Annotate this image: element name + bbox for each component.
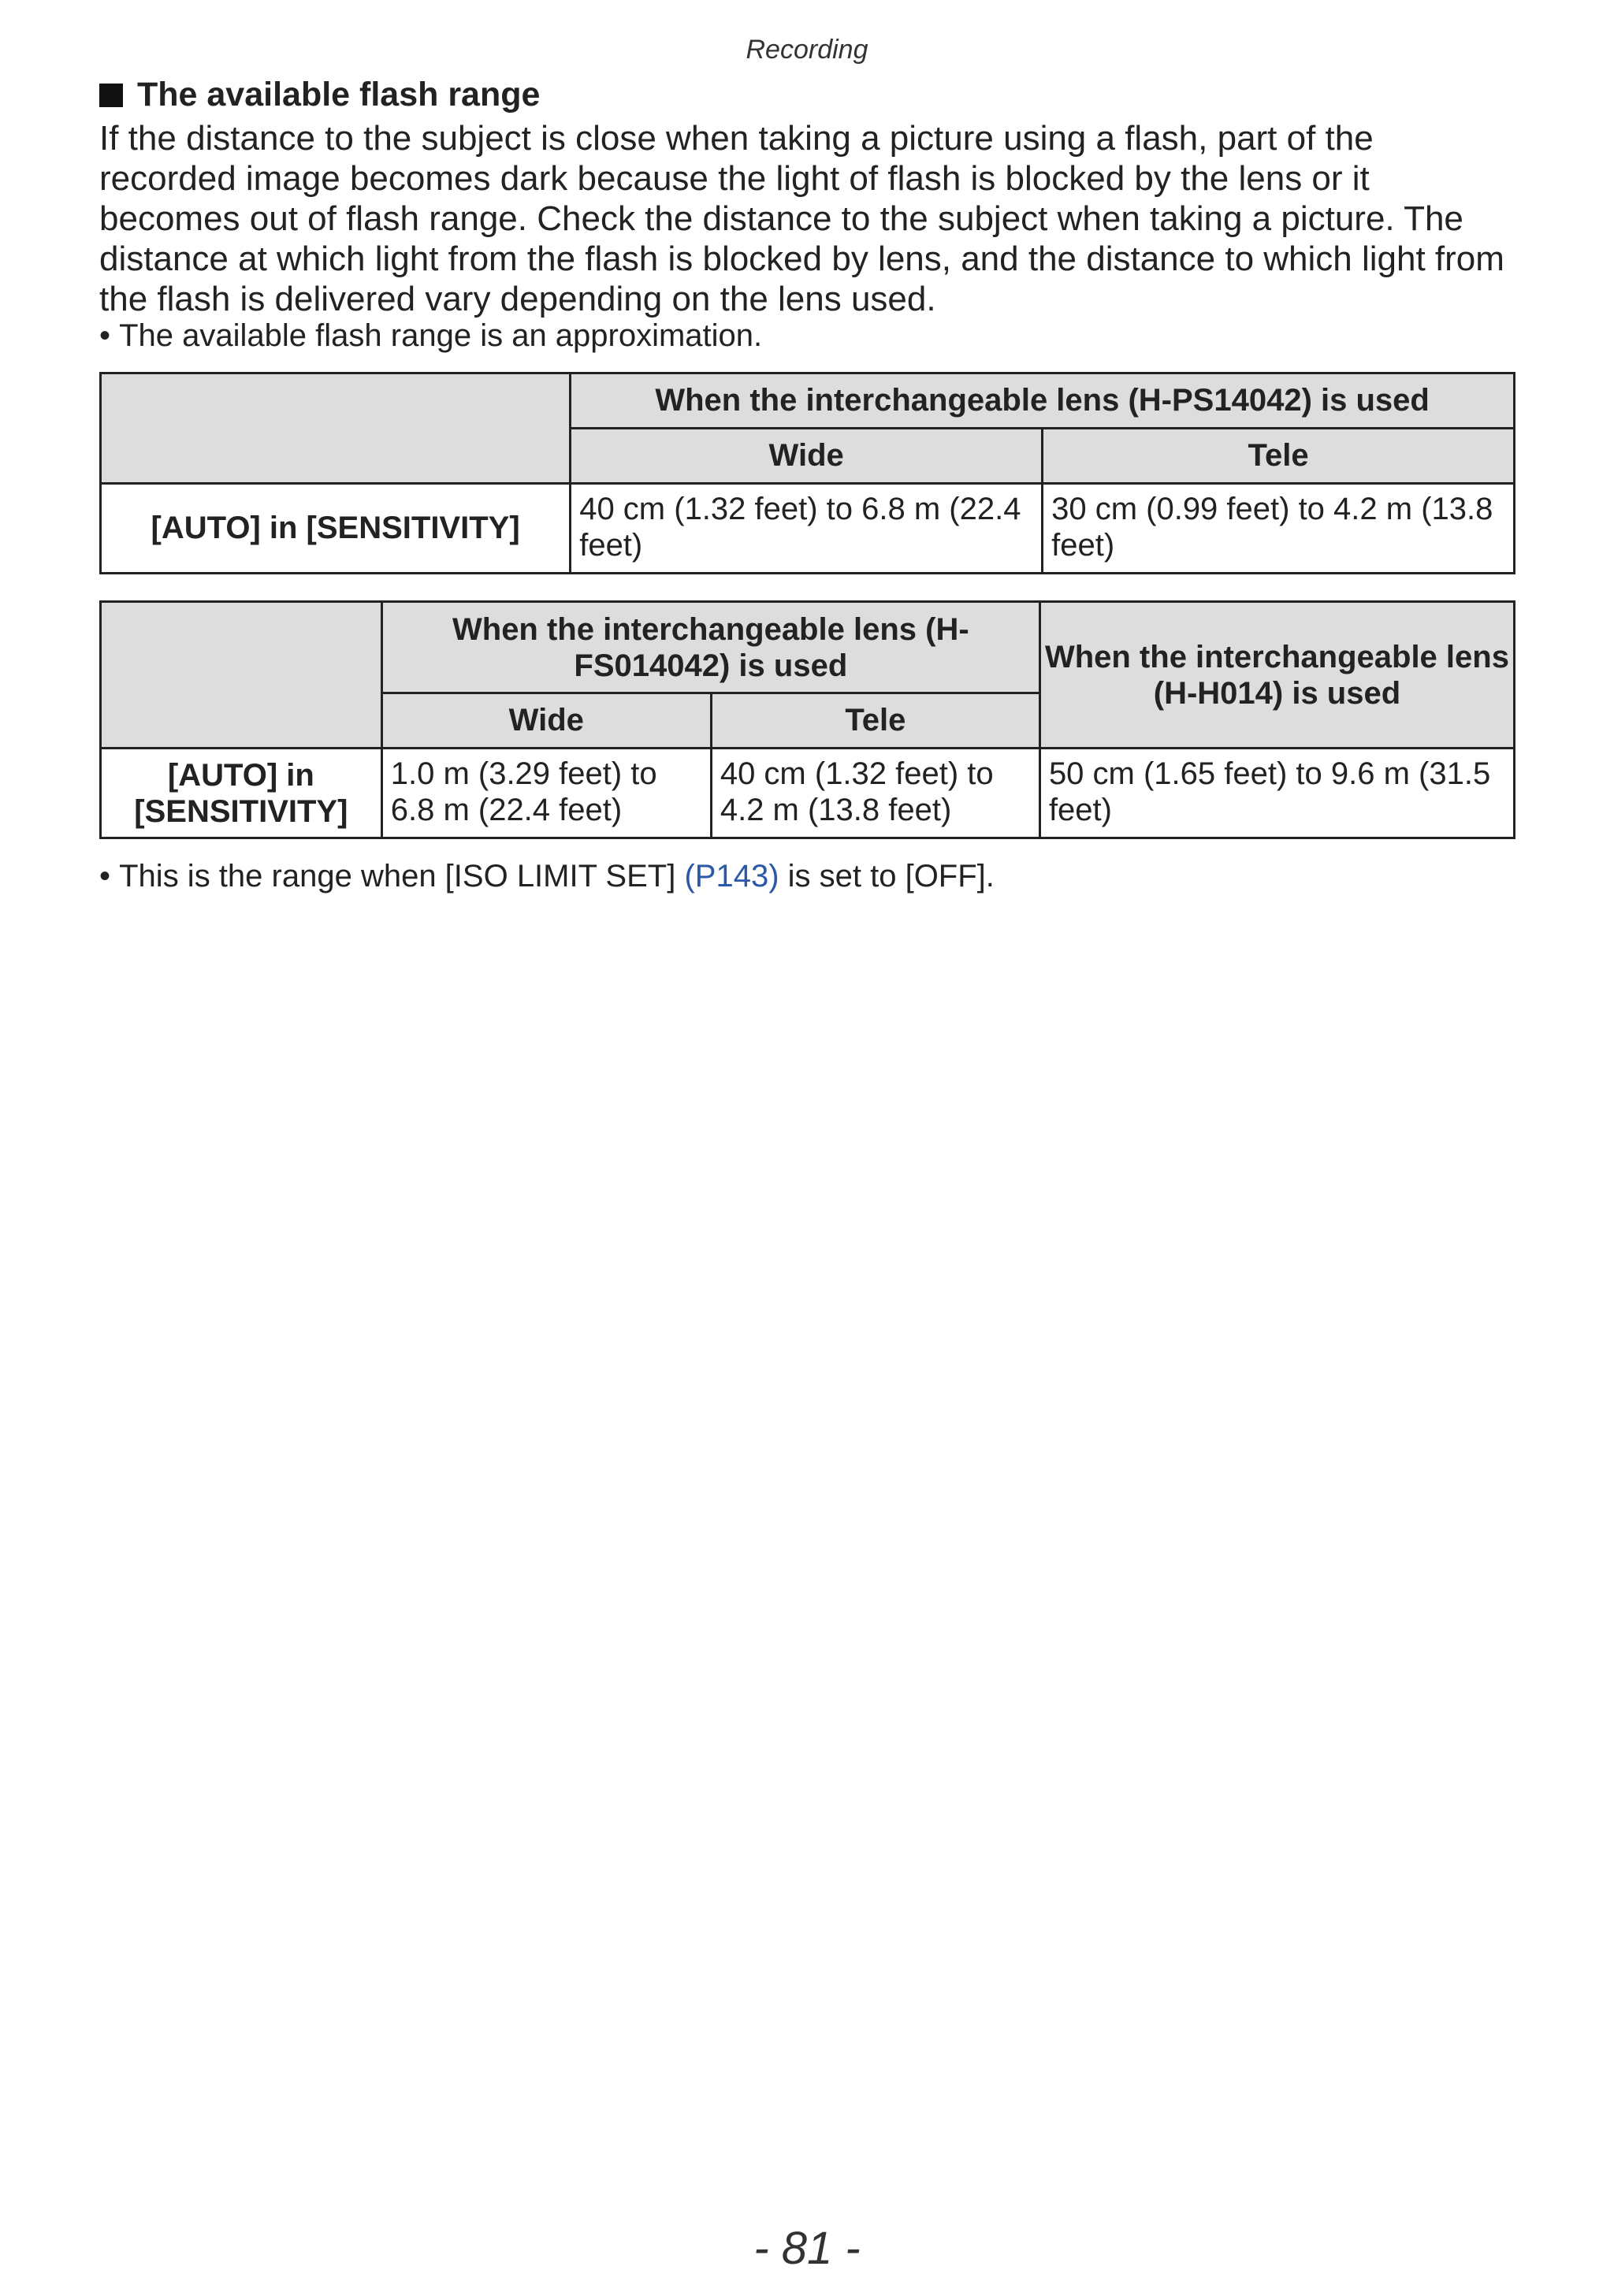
table2-wide-header: Wide — [381, 693, 711, 749]
flash-range-table-ps14042 — [99, 372, 1515, 574]
table1-lens-header: When the interchangeable lens (H-PS14042) is used — [571, 373, 1515, 429]
section-title-text: The available flash range — [137, 76, 541, 113]
approximation-note — [99, 318, 762, 354]
intro-paragraph: If the distance to the subject is close when taking a picture using a flash, part of the recorded image becomes dark because the light of flash is blocked by the lens or it becomes out of flash range. Check the distance to the subject when taking a picture. The distance at which light from the flash is blocked by lens, and the distance to which light from the flash is delivered vary depending on the lens used. — [99, 119, 1504, 318]
table1-tele-header: Tele — [1043, 429, 1515, 484]
table1-tele-value: 30 cm (0.99 feet) to 4.2 m (13.8 feet) — [1043, 484, 1515, 574]
table2-lens1-header: When the interchangeable lens (H-FS014042) is used — [381, 602, 1039, 693]
table1-row-label: [AUTO] in [SENSITIVITY] — [101, 484, 571, 574]
page-reference-link[interactable]: (P143) — [684, 859, 779, 894]
iso-limit-note — [99, 859, 995, 894]
bullet-icon: • — [99, 318, 120, 353]
table2-lens1-tele-value: 40 cm (1.32 feet) to 4.2 m (13.8 feet) — [711, 749, 1039, 838]
table2-lens1-wide-value: 1.0 m (3.29 feet) to 6.8 m (22.4 feet) — [381, 749, 711, 838]
approximation-note-text: The available flash range is an approximation. — [119, 318, 763, 353]
running-header: Recording — [746, 35, 868, 65]
table2-row-label: [AUTO] in [SENSITIVITY] — [101, 749, 382, 838]
page-number: - 81 - — [753, 2223, 861, 2274]
table2-lens2-value: 50 cm (1.65 feet) to 9.6 m (31.5 feet) — [1039, 749, 1514, 838]
iso-limit-note-before: This is the range when [ISO LIMIT SET] — [119, 859, 685, 894]
table1-wide-header: Wide — [571, 429, 1043, 484]
bullet-icon: • — [99, 859, 120, 894]
table2-lens2-header: When the interchangeable lens (H-H014) is used — [1039, 602, 1514, 749]
section-title — [99, 76, 540, 114]
iso-limit-note-after: is set to [OFF]. — [779, 859, 995, 894]
black-square-bullet-icon — [99, 84, 123, 107]
table1-empty-corner — [101, 373, 571, 484]
table2-empty-corner — [101, 602, 382, 749]
table1-wide-value: 40 cm (1.32 feet) to 6.8 m (22.4 feet) — [571, 484, 1043, 574]
table2-tele-header: Tele — [711, 693, 1039, 749]
flash-range-table-fs014042-h014 — [99, 600, 1515, 839]
